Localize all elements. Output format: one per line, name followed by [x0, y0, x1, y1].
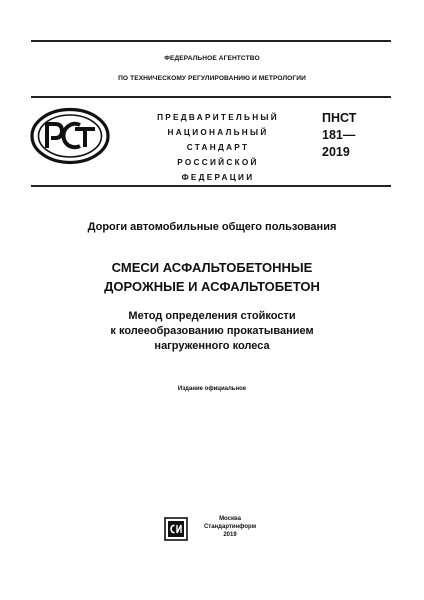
standartinform-logo-icon	[164, 517, 188, 541]
header-rule	[31, 96, 391, 98]
domain-title: Дороги автомобильные общего пользования	[87, 221, 337, 233]
subtitle-line-3: нагруженного колеса	[154, 340, 270, 352]
main-title-line-2: ДОРОЖНЫЕ И АСФАЛЬТОБЕТОН	[104, 279, 320, 294]
publisher-city: Москва	[219, 516, 241, 522]
title-block-rule	[31, 185, 391, 187]
agency-name-line-1: ФЕДЕРАЛЬНОЕ АГЕНТСТВО	[164, 55, 260, 62]
publisher-block	[160, 514, 270, 546]
designation-year: 2019	[322, 145, 350, 159]
designation-prefix: ПНСТ	[322, 111, 357, 125]
subtitle-line-2: к колееобразованию прокатыванием	[110, 325, 314, 337]
standard-type-line: НАЦИОНАЛЬНЫЙ	[167, 128, 269, 137]
subtitle-line-1: Метод определения стойкости	[128, 310, 296, 322]
main-title-line-1: СМЕСИ АСФАЛЬТОБЕТОННЫЕ	[111, 260, 313, 275]
standard-type-line: ФЕДЕРАЦИИ	[181, 173, 255, 182]
designation-number: 181—	[322, 128, 356, 142]
standard-type-line: СТАНДАРТ	[186, 143, 250, 152]
standard-type-line: РОССИЙСКОЙ	[177, 158, 259, 167]
gost-r-emblem-icon	[30, 107, 110, 165]
publisher-year: 2019	[223, 532, 237, 538]
standard-type-block	[148, 110, 288, 185]
standard-type-line: ПРЕДВАРИТЕЛЬНЫЙ	[157, 113, 279, 122]
edition-label: Издание официальное	[177, 386, 247, 392]
agency-name-line-2: ПО ТЕХНИЧЕСКОМУ РЕГУЛИРОВАНИЮ И МЕТРОЛОГИИ	[118, 75, 306, 82]
publisher-name: Стандартинформ	[203, 524, 257, 530]
top-rule	[31, 40, 391, 42]
standard-designation	[322, 110, 392, 161]
publisher-text	[200, 515, 260, 539]
